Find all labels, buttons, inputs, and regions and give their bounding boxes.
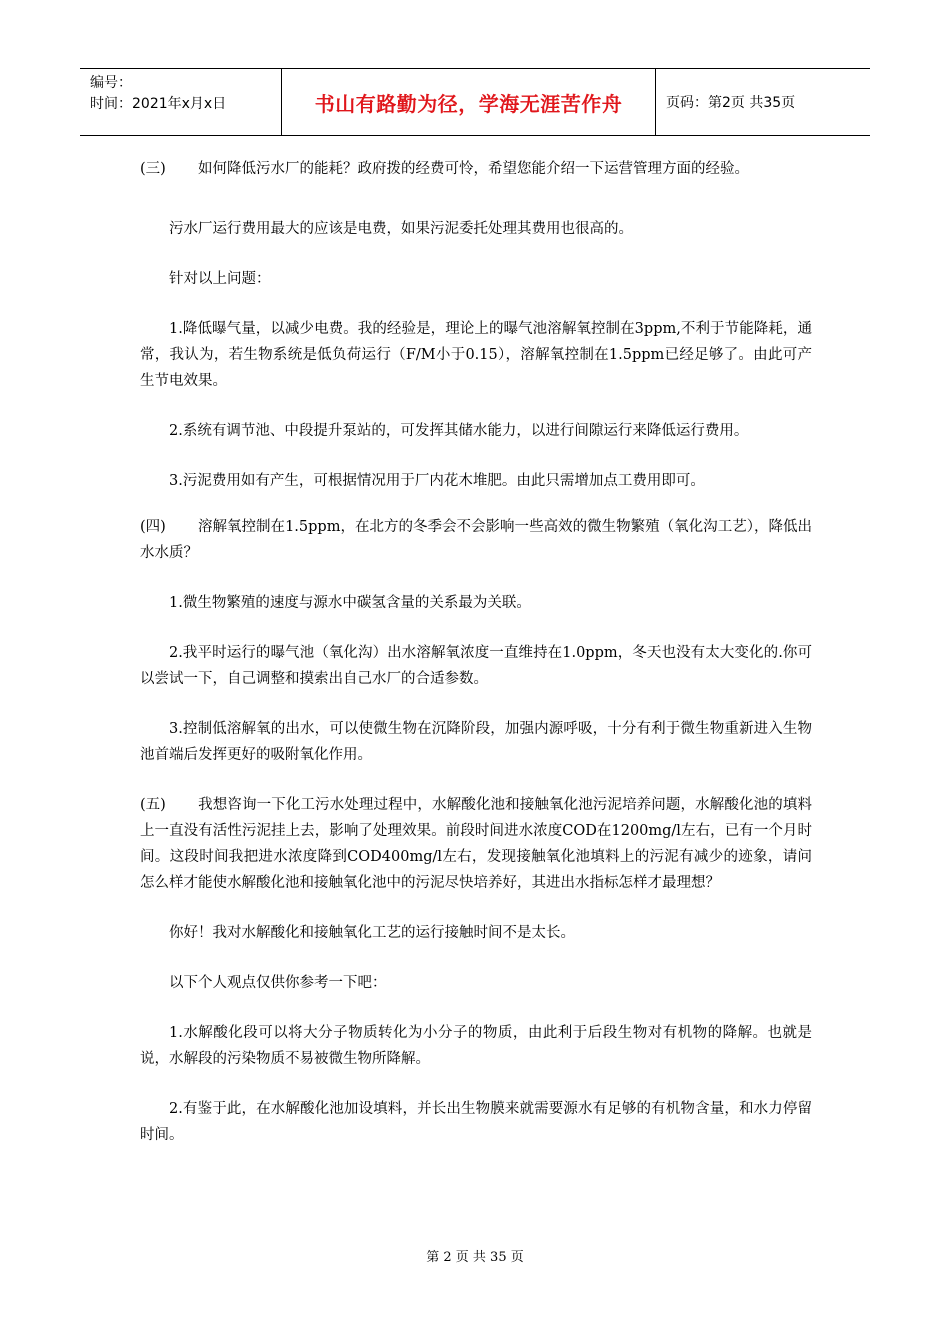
page-footer: 第 2 页 共 35 页 [426,1250,524,1265]
paragraph: 2.系统有调节池、中段提升泵站的，可发挥其储水能力，以进行间隙运行来降低运行费用。 [169,423,749,439]
header-page-info: 页码：第2页 共35页 [666,95,796,111]
paragraph: 2.我平时运行的曝气池（氧化沟）出水溶解氧浓度一直维持在1.0ppm，冬天也没有太大变化的.你可以尝试一下，自己调整和摸索出自己水厂的合适参数。 [140,645,812,687]
header-table [80,68,870,136]
paragraph: 污水厂运行费用最大的应该是电费，如果污泥委托处理其费用也很高的。 [169,221,633,237]
question-text: 溶解氧控制在1.5ppm，在北方的冬季会不会影响一些高效的微生物繁殖（氧化沟工艺），降低出水水质？ [140,519,812,561]
paragraph: 1.微生物繁殖的速度与源水中碳氢含量的关系最为关联。 [169,595,531,611]
date-label: 时间：2021年x月x日 [90,96,227,112]
paragraph: 3.污泥费用如有产生，可根据情况用于厂内花木堆肥。由此只需增加点工费用即可。 [169,473,705,489]
number-label: 编号： [90,75,132,91]
header-motto: 书山有路勤为径，学海无涯苦作舟 [282,69,656,135]
question-number: (四) [140,519,166,535]
paragraph: 你好！我对水解酸化和接触氧化工艺的运行接触时间不是太长。 [169,925,575,941]
paragraph: 以下个人观点仅供你参考一下吧： [169,975,387,991]
document-body [140,156,812,1148]
paragraph: 1.降低曝气量，以减少电费。我的经验是，理论上的曝气池溶解氧控制在3ppm,不利于节能降耗，通常，我认为，若生物系统是低负荷运行（F/M小于0.15），溶解氧控制在1.5ppm已经足够了。由此可产生节电效果。 [140,321,812,389]
question-text: 如何降低污水厂的能耗？政府拨的经费可怜，希望您能介绍一下运营管理方面的经验。 [198,161,749,177]
paragraph: 针对以上问题： [169,271,271,287]
question-number: (三) [140,161,166,177]
question-5 [140,792,812,896]
paragraph: 1.水解酸化段可以将大分子物质转化为小分子的物质，由此利于后段生物对有机物的降解。也就是说，水解段的污染物质不易被微生物所降解。 [140,1025,812,1067]
question-text: 我想咨询一下化工污水处理过程中，水解酸化池和接触氧化池污泥培养问题，水解酸化池的填料上一直没有活性污泥挂上去，影响了处理效果。前段时间进水浓度COD在1200mg/l左右，已有一个月时间。这段时间我把进水浓度降到COD400mg/l左右，发现接触氧化池填料上的污泥有减少的迹象，请问怎么样才能使水解酸化池和接触氧化池中的污泥尽快培养好，其进出水指标怎样才最理想？ [140,797,812,891]
paragraph: 3.控制低溶解氧的出水，可以使微生物在沉降阶段，加强内源呼吸，十分有利于微生物重新进入生物池首端后发挥更好的吸附氧化作用。 [140,721,812,763]
question-3 [140,156,812,182]
question-4 [140,514,812,566]
question-number: (五) [140,797,166,813]
paragraph: 2.有鉴于此，在水解酸化池加设填料，并长出生物膜来就需要源水有足够的有机物含量，和水力停留时间。 [140,1101,812,1143]
header-meta [80,69,282,135]
